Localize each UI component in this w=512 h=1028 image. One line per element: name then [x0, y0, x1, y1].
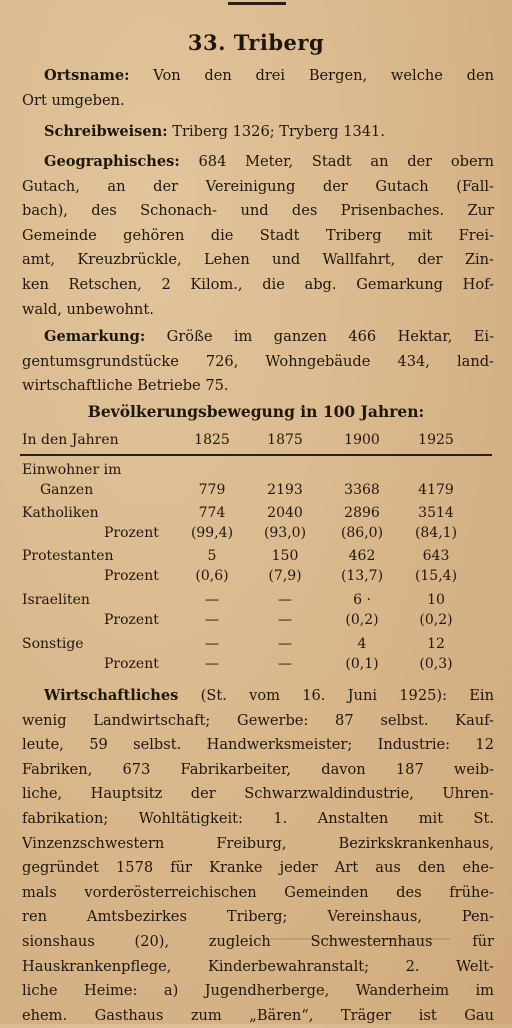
- wirtschaftliches-line-6: fabrikation; Wohltätigkeit: 1. Anstalten mit St.: [22, 809, 494, 827]
- wirtschaftliches-line-11: sionshaus (20), zugleich Schwesternhaus für: [22, 932, 494, 950]
- wirtschaftliches-line-13: liche Heime: a) Jugendherberge, Wanderheim im: [22, 982, 494, 1000]
- cell: (99,4): [190, 525, 234, 541]
- table-header-rule: [20, 454, 492, 456]
- geographisches-line-3: bach), des Schonach- und des Prisenbaches. Zur: [22, 202, 494, 220]
- geographisches-line-5: amt, Kreuzbrückle, Lehen und Wallfahrt, der Zin-: [22, 251, 494, 269]
- wirtschaftliches-line-4: Fabriken, 673 Fabrikarbeiter, davon 187 weib-: [22, 760, 494, 778]
- gemarkung-line-1: Gemarkung: Größe im ganzen 466 Hektar, Ei-: [44, 328, 494, 345]
- wirtschaftliches-line-12: Hauskrankenpflege, Kinderbewahranstalt; 2. Welt-: [22, 957, 494, 975]
- cell: 10: [427, 592, 445, 608]
- gemarkung-line-2: gentumsgrundstücke 726, Wohngebäude 434, land-: [22, 352, 494, 370]
- gemarkung-label: Gemarkung:: [44, 328, 146, 345]
- wirtschaftliches-line-3: leute, 59 selbst. Handwerksmeister; Industrie: 12: [22, 736, 494, 754]
- table-title: Bevölkerungsbewegung in 100 Jahren:: [87, 402, 425, 421]
- cell: 3368: [344, 482, 380, 498]
- cell: 3514: [418, 505, 454, 521]
- row-label: Prozent: [104, 568, 159, 584]
- table-row: [0, 656, 512, 676]
- cell: (0,2): [345, 612, 379, 628]
- table-header-label: In den Jahren: [22, 432, 119, 448]
- cell: —: [205, 656, 219, 672]
- wirtschaftliches-line-7: Vinzenzschwestern Freiburg, Bezirkskrankenhaus,: [22, 834, 494, 852]
- year-1900: 1900: [344, 432, 380, 448]
- geographisches-line-2: Gutach, an der Vereinigung der Gutach (Fall-: [22, 177, 494, 195]
- year-1825: 1825: [194, 432, 230, 448]
- gemarkung-line-3: wirtschaftliche Betriebe 75.: [22, 377, 229, 395]
- schreibweisen-paragraph: [22, 120, 494, 145]
- cell: 462: [348, 548, 376, 564]
- cell: (0,6): [195, 568, 229, 584]
- table-row: [0, 636, 512, 656]
- row-label: Einwohner im: [22, 462, 122, 478]
- top-rule: [228, 2, 286, 5]
- cell: 12: [427, 636, 445, 652]
- row-label: Sonstige: [22, 636, 84, 652]
- year-1875: 1875: [267, 432, 303, 448]
- wirtschaftliches-line-1: Wirtschaftliches (St. vom 16. Juni 1925): Ein: [44, 687, 494, 704]
- cell: (15,4): [414, 568, 458, 584]
- table-row: [0, 525, 512, 545]
- ortsname-line-2: Ort umgeben.: [22, 91, 125, 109]
- page-title: 33. Triberg: [187, 30, 325, 55]
- geographisches-line-7: wald, unbewohnt.: [22, 300, 154, 318]
- row-label: Katholiken: [22, 505, 99, 521]
- gemarkung-paragraph: [22, 325, 494, 399]
- cell: 4: [357, 636, 367, 652]
- cell: (13,7): [340, 568, 384, 584]
- cell: —: [205, 636, 219, 652]
- row-label: Ganzen: [40, 482, 94, 498]
- geographisches-line-1: Geographisches: 684 Meter, Stadt an der obern: [44, 153, 494, 170]
- cell: —: [278, 656, 292, 672]
- geographisches-line-6: ken Retschen, 2 Kilom., die abg. Gemarkung Hof-: [22, 275, 494, 293]
- row-label: Israeliten: [22, 592, 90, 608]
- table-row: [0, 612, 512, 632]
- table-row: [0, 568, 512, 588]
- wirtschaftliches-line-14: ehem. Gasthaus zum „Bären“, Träger ist Gau: [22, 1006, 494, 1024]
- cell: —: [278, 592, 292, 608]
- table-row: [0, 592, 512, 612]
- cell: —: [278, 636, 292, 652]
- cell: 779: [198, 482, 226, 498]
- wirtschaftliches-line-10: ren Amtsbezirkes Triberg; Vereinshaus, Pen-: [22, 908, 494, 926]
- wirtschaftliches-line-2: wenig Landwirtschaft; Gewerbe: 87 selbst. Kauf-: [22, 711, 494, 729]
- cell: 5: [207, 548, 217, 564]
- cell: 643: [422, 548, 450, 564]
- cell: 6 ·: [353, 592, 371, 608]
- wirtschaftliches-line-8: gegründet 1578 für Kranke jeder Art aus den ehe-: [22, 859, 494, 877]
- ortsname-paragraph: [22, 64, 494, 113]
- cell: 150: [271, 548, 299, 564]
- year-1925: 1925: [418, 432, 454, 448]
- row-label: Protestanten: [22, 548, 114, 564]
- table-row: [0, 462, 512, 482]
- table-row: [0, 548, 512, 568]
- wirtschaftliches-line-5: liche, Hauptsitz der Schwarzwaldindustrie, Uhren-: [22, 785, 494, 803]
- cell: —: [278, 612, 292, 628]
- wirtschaftliches-line-9: mals vorderösterreichischen Gemeinden des frühe-: [22, 883, 494, 901]
- cell: (84,1): [414, 525, 458, 541]
- row-label: Prozent: [104, 525, 159, 541]
- ortsname-label: Ortsname:: [44, 67, 130, 84]
- cell: —: [205, 592, 219, 608]
- schreibweisen-label: Schreibweisen:: [44, 123, 168, 140]
- table-row: [0, 482, 512, 502]
- schreibweisen-line: Schreibweisen: Triberg 1326; Tryberg 1341.: [44, 123, 385, 140]
- cell: (0,1): [345, 656, 379, 672]
- cell: —: [205, 612, 219, 628]
- row-label: Prozent: [104, 612, 159, 628]
- row-label: Prozent: [104, 656, 159, 672]
- wirtschaftliches-label: Wirtschaftliches: [44, 687, 179, 704]
- table-row: [0, 505, 512, 525]
- table-header: [0, 432, 512, 452]
- cell: (86,0): [340, 525, 384, 541]
- ortsname-line-1: Ortsname: Von den drei Bergen, welche den: [44, 67, 494, 84]
- geographisches-label: Geographisches:: [44, 153, 180, 170]
- faded-stamp: [270, 938, 450, 980]
- cell: 4179: [418, 482, 454, 498]
- cell: (0,2): [419, 612, 453, 628]
- cell: (0,3): [419, 656, 453, 672]
- cell: (7,9): [268, 568, 302, 584]
- cell: (93,0): [263, 525, 307, 541]
- cell: 774: [198, 505, 226, 521]
- cell: 2896: [344, 505, 380, 521]
- cell: 2040: [267, 505, 303, 521]
- geographisches-paragraph: [22, 150, 494, 322]
- geographisches-line-4: Gemeinde gehören die Stadt Triberg mit Frei-: [22, 226, 494, 244]
- cell: 2193: [267, 482, 303, 498]
